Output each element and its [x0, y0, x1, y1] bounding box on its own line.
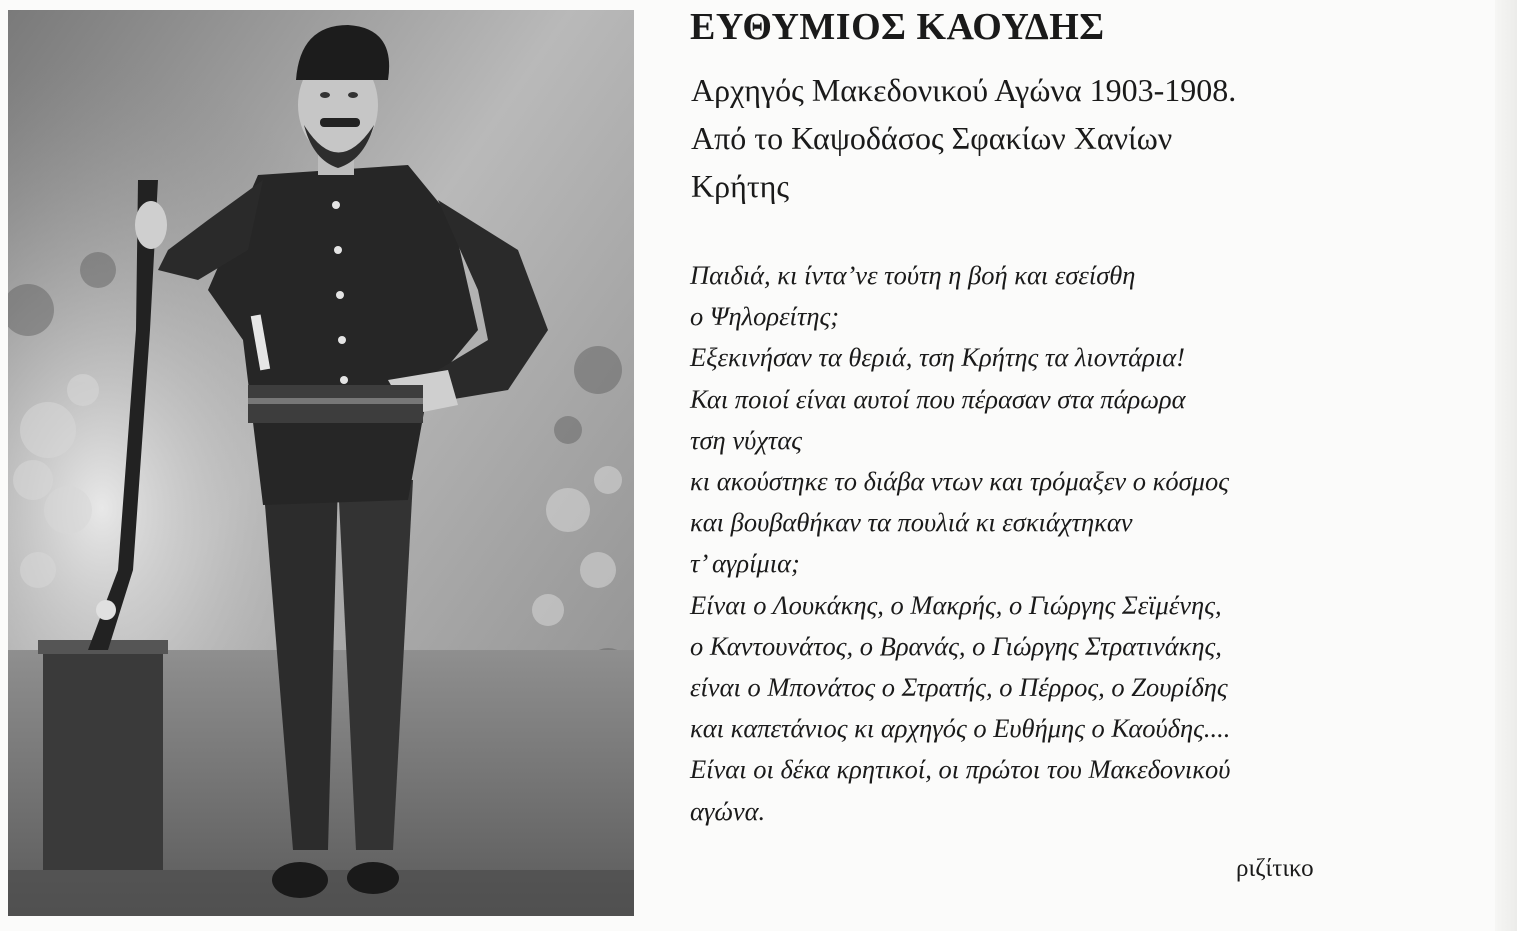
- poem-line: και βουβαθήκαν τα πουλιά κι εσκιάχτηκαν: [690, 507, 1133, 538]
- poem-line: Και ποιοί είναι αυτοί που πέρασαν στα πάρωρα: [690, 383, 1186, 414]
- subtitle-line: Κρήτης: [691, 168, 790, 204]
- poem-line: ο Καντουνάτος, ο Βρανάς, ο Γιώργης Στρατινάκης,: [690, 630, 1222, 661]
- poem-line: κι ακούστηκε το διάβα ντων και τρόμαξεν ο κόσμος: [690, 466, 1229, 497]
- poem-line: και καπετάνιος κι αρχηγός ο Ευθήμης ο Καούδης....: [690, 713, 1231, 744]
- poem-genre-label: ριζίτικο: [1236, 855, 1314, 882]
- poem-line: ο Ψηλορείτης;: [690, 301, 840, 332]
- poem-line: είναι ο Μπονάτος ο Στρατής, ο Πέρρος, ο Ζουρίδης: [690, 672, 1228, 703]
- poem-line: Παιδιά, κι ίντα’νε τούτη η βοή και εσείσθη: [690, 260, 1136, 290]
- poem-line: Είναι ο Λουκάκης, ο Μακρής, ο Γιώργης Σεϊμένης,: [690, 589, 1222, 620]
- subtitle-line: Από το Καψοδάσος Σφακίων Χανίων: [691, 120, 1173, 156]
- poem-line: τση νύχτας: [690, 424, 803, 455]
- page-title: ΕΥΘΥΜΙΟΣ ΚΑΟΥΔΗΣ: [690, 6, 1105, 48]
- poem-line: αγώνα.: [690, 795, 766, 826]
- subtitle-block: [691, 66, 1236, 210]
- poem-line: τ’ αγρίμια;: [690, 548, 800, 579]
- portrait-photo: [8, 10, 634, 916]
- poem-line: Είναι οι δέκα κρητικοί, οι πρώτοι του Μακεδονικού: [690, 754, 1231, 785]
- poem-line: Εξεκινήσαν τα θεριά, τση Κρήτης τα λιοντάρια!: [690, 342, 1186, 373]
- page-edge: [1495, 0, 1517, 931]
- subtitle-line: Αρχηγός Μακεδονικού Αγώνα 1903-1908.: [691, 72, 1237, 108]
- poem-block: [690, 255, 1230, 832]
